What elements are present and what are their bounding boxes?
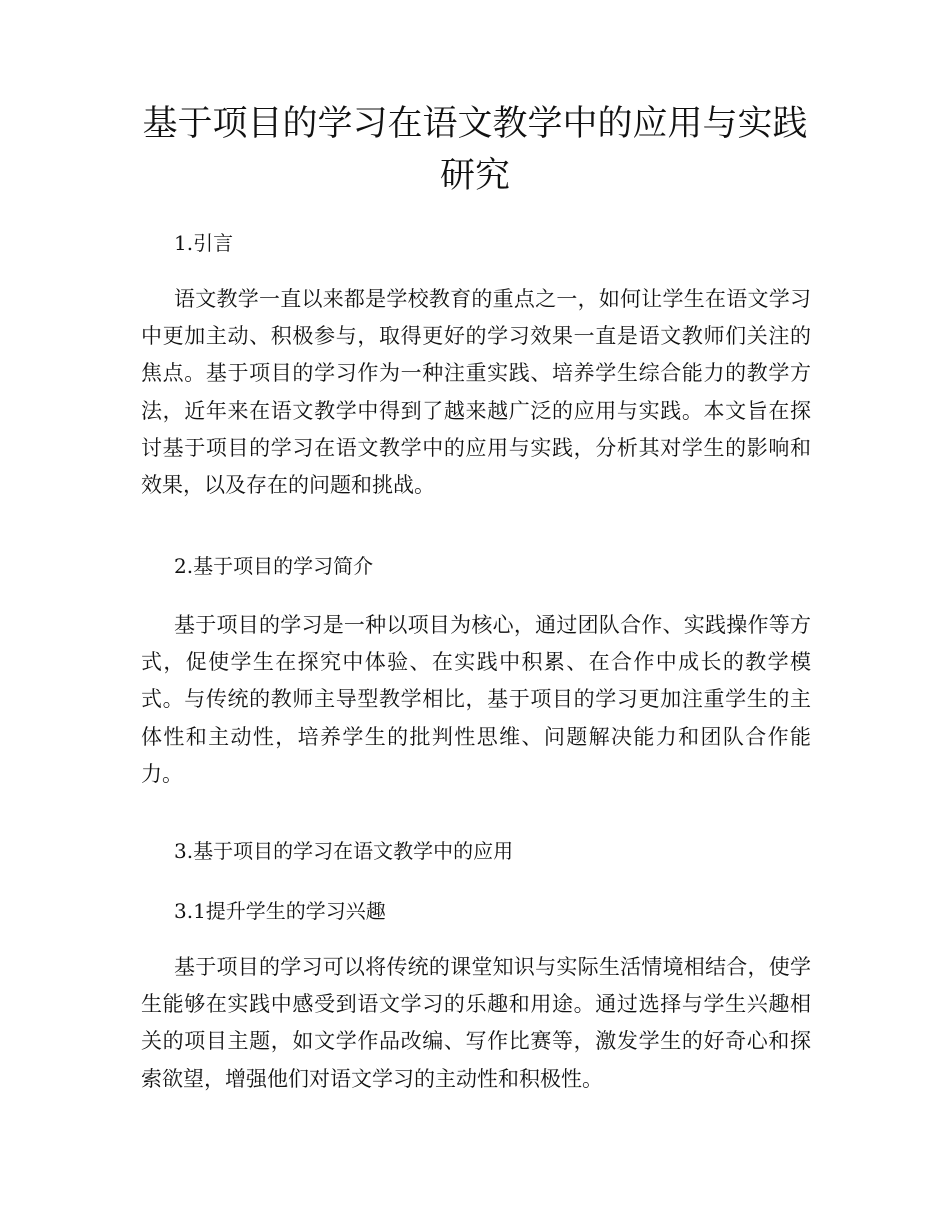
section-paragraph-interest: 基于项目的学习可以将传统的课堂知识与实际生活情境相结合，使学生能够在实践中感受到语文学习的乐趣和用途。通过选择与学生兴趣相关的项目主题，如文学作品改编、写作比赛等，激发学生的好奇心和探索欲望，增强他们对语文学习的主动性和积极性。 (141, 955, 811, 1091)
section-paragraph-introduction: 语文教学一直以来都是学校教育的重点之一，如何让学生在语文学习中更加主动、积极参与，取得更好的学习效果一直是语文教师们关注的焦点。基于项目的学习作为一种注重实践、培养学生综合能力的教学方法，近年来在语文教学中得到了越来越广泛的应用与实践。本文旨在探讨基于项目的学习在语文教学中的应用与实践，分析其对学生的影响和效果，以及存在的问题和挑战。 (141, 287, 811, 498)
document-title: 基于项目的学习在语文教学中的应用与实践研究 (142, 104, 808, 196)
section-heading-application: 3.基于项目的学习在语文教学中的应用 (174, 839, 514, 863)
section-heading-interest: 3.1提升学生的学习兴趣 (174, 899, 386, 923)
section-paragraph-pbl-overview: 基于项目的学习是一种以项目为核心，通过团队合作、实践操作等方式，促使学生在探究中体验、在实践中积累、在合作中成长的教学模式。与传统的教师主导型教学相比，基于项目的学习更加注重学生的主体性和主动性，培养学生的批判性思维、问题解决能力和团队合作能力。 (141, 613, 811, 786)
section-heading-introduction: 1.引言 (174, 231, 234, 255)
section-heading-pbl-overview: 2.基于项目的学习简介 (174, 554, 374, 578)
